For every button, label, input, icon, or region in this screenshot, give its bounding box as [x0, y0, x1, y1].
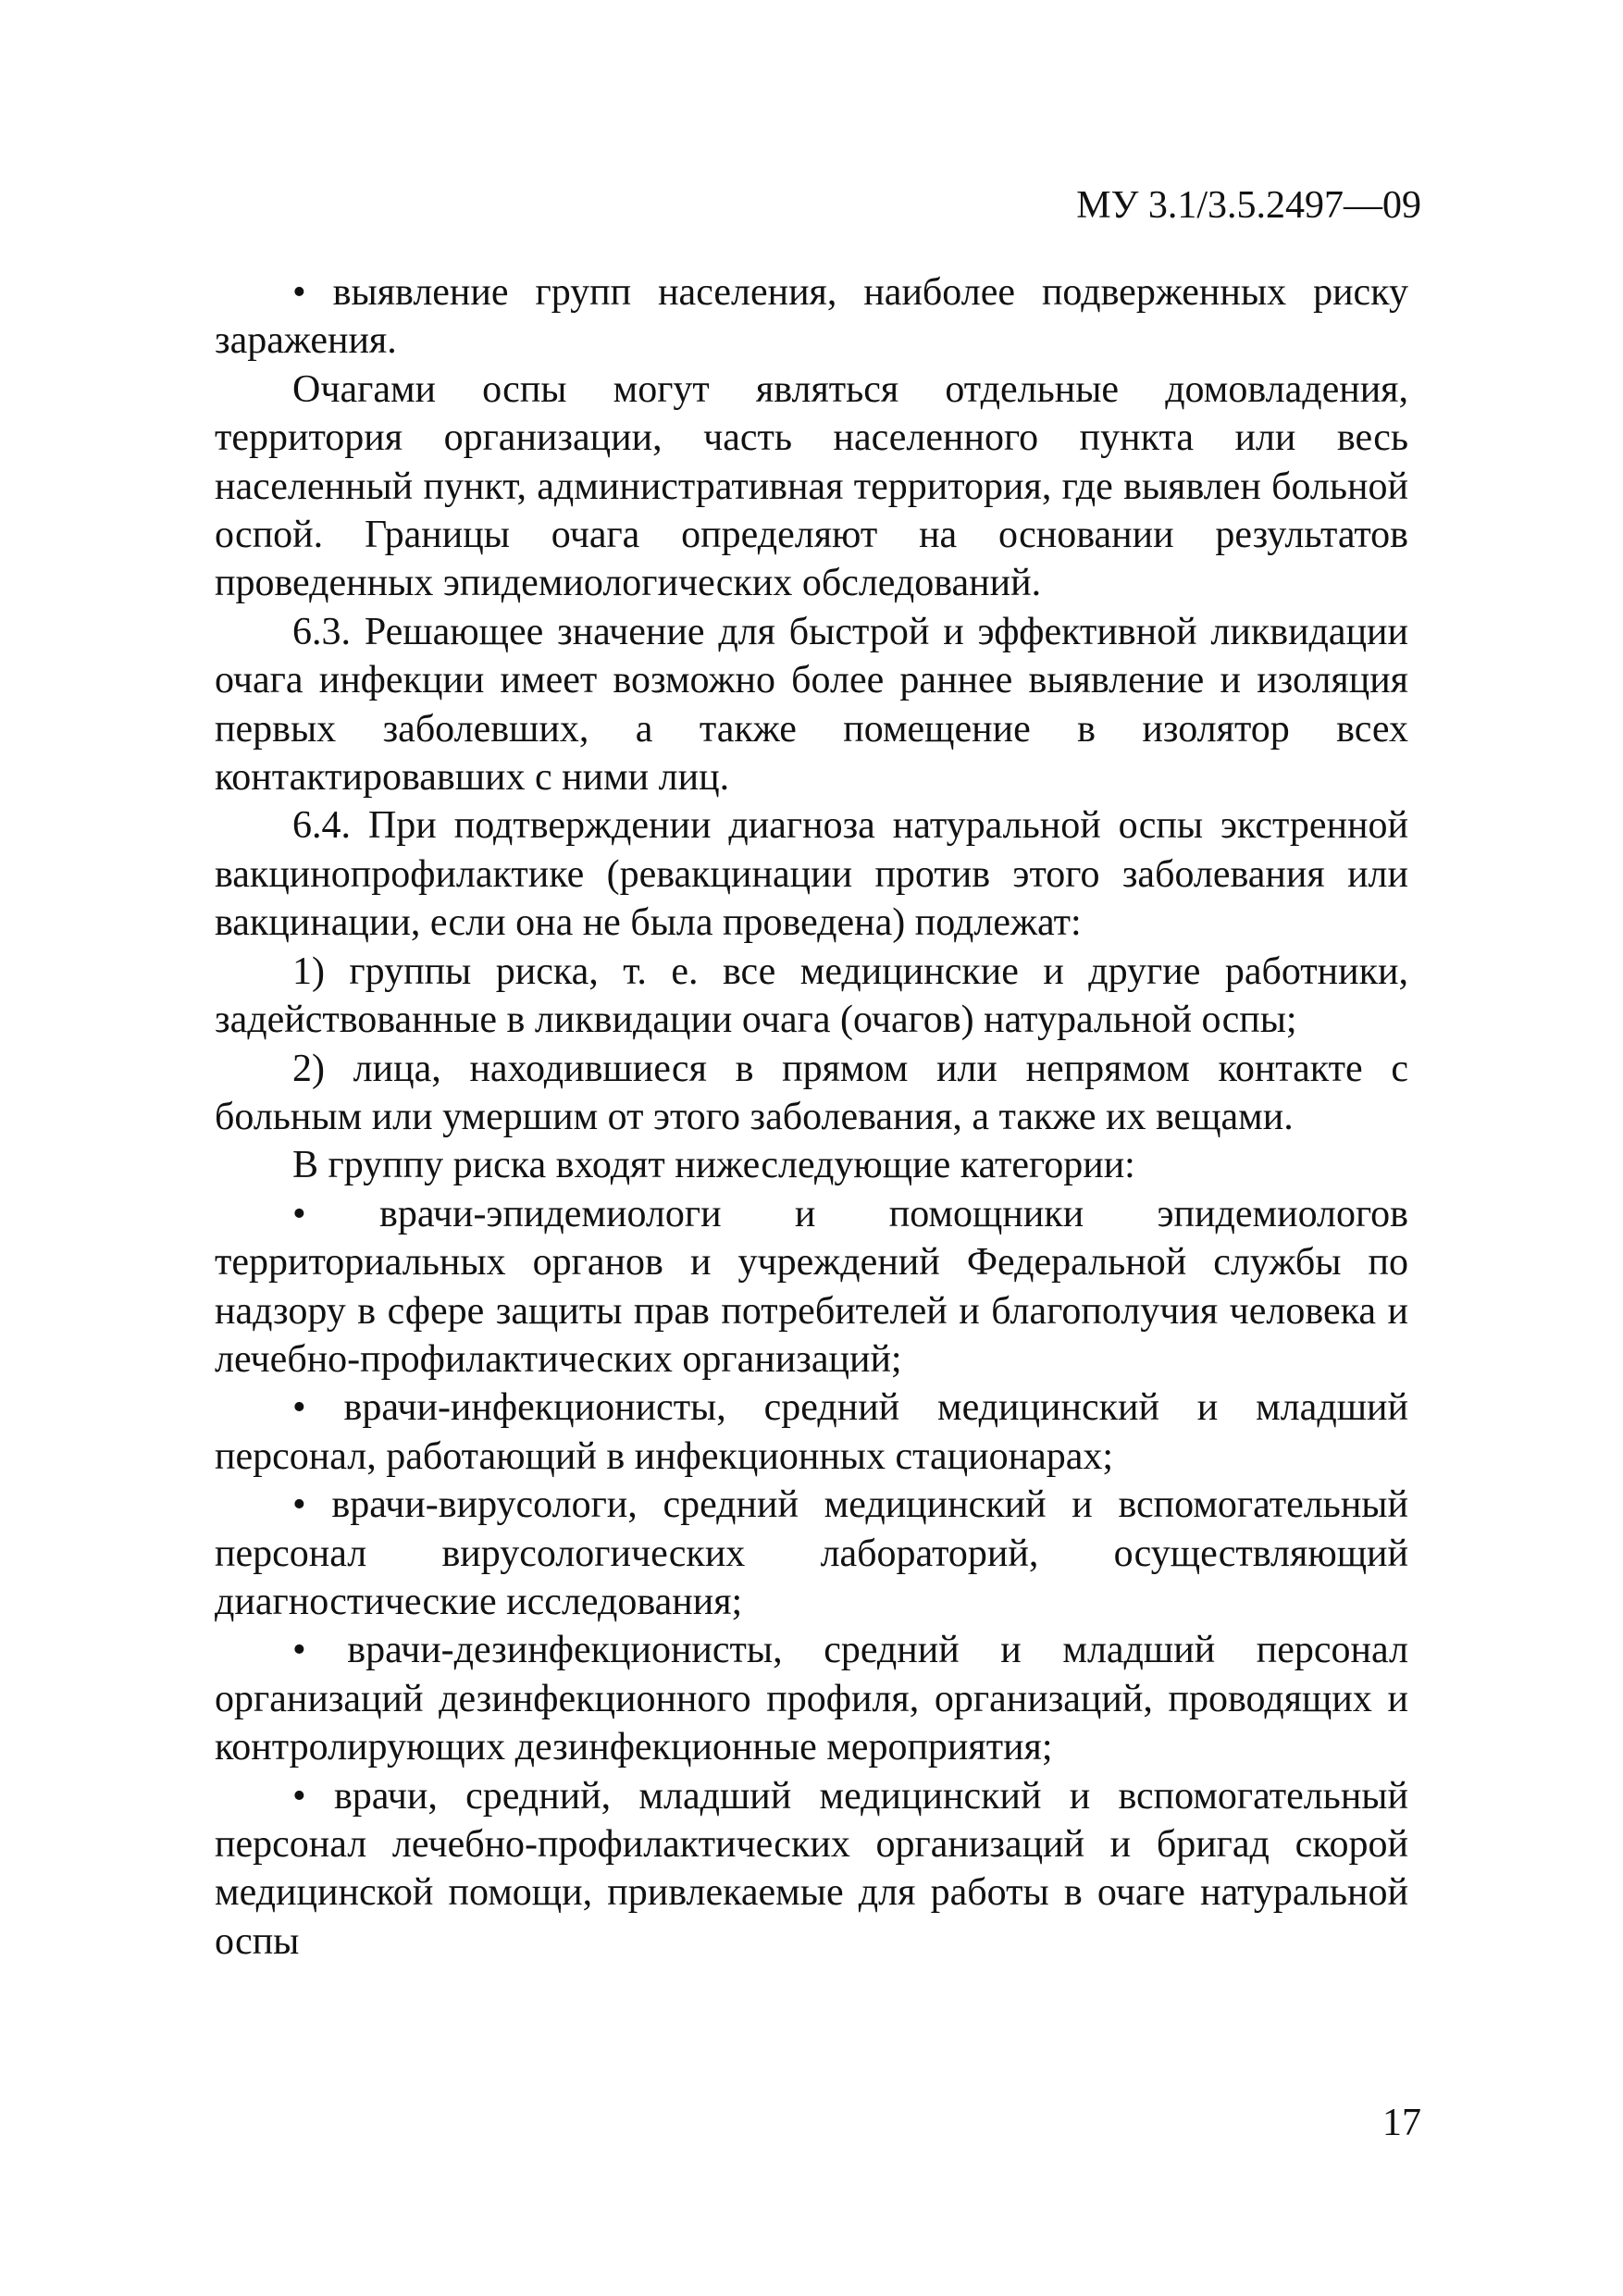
paragraph-risk-categories: В группу риска входят нижеследующие категории: [292, 1144, 1135, 1187]
page-body [215, 268, 1408, 1966]
bullet-epidemiologists: • врачи-эпидемиологи и помощники эпидемиологов территориальных органов и учреждений Федеральной службы по надзору в сфере защиты прав потребителей и благополучия человека и лечебно-профилактических организаций; [215, 1192, 1408, 1381]
list-item-2-contacts: 2) лица, находившиеся в прямом или непрямом контакте с больным или умершим от этого заболевания, а также их вещами. [215, 1047, 1408, 1138]
paragraph-bullet-risk-groups: • выявление групп населения, наиболее подверженных риску заражения. [215, 271, 1408, 363]
bullet-infectionists: • врачи-инфекционисты, средний медицинский и младший персонал, работающий в инфекционных стационарах; [215, 1386, 1408, 1478]
bullet-disinfectionists: • врачи-дезинфекционисты, средний и младший персонал организаций дезинфекционного профиля, организаций, проводящих и контролирующих дезинфекционные мероприятия; [215, 1629, 1408, 1769]
page-number: 17 [1382, 2102, 1421, 2144]
paragraph-6-3: 6.3. Решающее значение для быстрой и эффективной ликвидации очага инфекции имеет возможно более раннее выявление и изоляция первых заболевших, а также помещение в изолятор всех контактировавших с ними лиц. [215, 610, 1408, 800]
paragraph-smallpox-foci: Очагами оспы могут являться отдельные домовладения, территория организации, часть населенного пункта или весь населенный пункт, административная территория, где выявлен больной оспой. Границы очага определяют на основании результатов проведенных эпидемиологических обследований. [215, 367, 1408, 605]
document-code-header: МУ 3.1/3.5.2497—09 [1076, 184, 1421, 227]
bullet-virologists: • врачи-вирусологи, средний медицинский и вспомогательный персонал вирусологических лабораторий, осуществляющий диагностические исследования; [215, 1483, 1408, 1623]
paragraph-6-4: 6.4. При подтверждении диагноза натуральной оспы экстренной вакцинопрофилактике (ревакцинации против этого заболевания или вакцинации, если она не была проведена) подлежат: [215, 804, 1408, 945]
bullet-medical-staff: • врачи, средний, младший медицинский и вспомогательный персонал лечебно-профилактических организаций и бригад скорой медицинской помощи, привлекаемые для работы в очаге натуральной оспы [215, 1774, 1408, 1963]
list-item-1-risk-groups: 1) группы риска, т. е. все медицинские и другие работники, задействованные в ликвидации очага (очагов) натуральной оспы; [215, 949, 1408, 1042]
